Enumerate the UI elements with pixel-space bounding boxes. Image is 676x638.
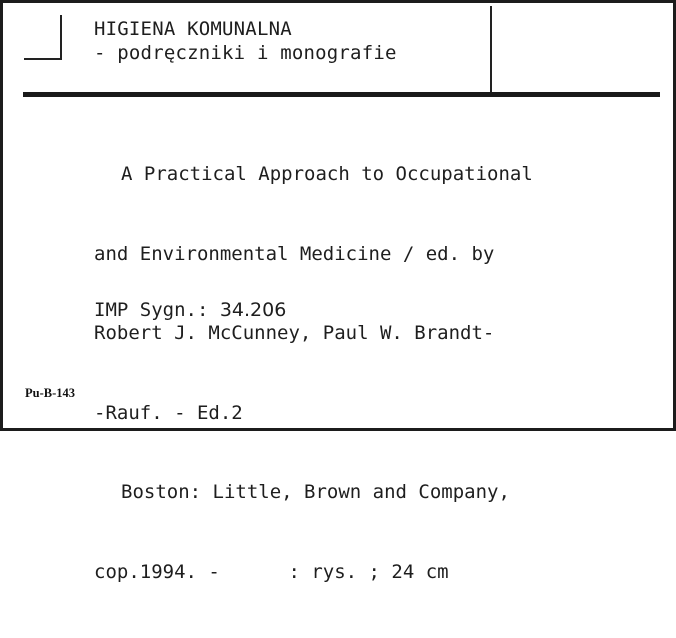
entry-line: and Environmental Medicine / ed. by (94, 242, 495, 265)
entry-line: -Rauf. - Ed.2 (94, 401, 243, 424)
shelf-mark-number: 34.206 (219, 299, 287, 321)
entry-line: Boston: Little, Brown and Company, (121, 481, 510, 503)
subject-title: HIGIENA KOMUNALNA (94, 18, 292, 40)
entry-line: cop.1994. - : rys. ; 24 cm (94, 560, 449, 583)
shelf-mark (94, 298, 286, 322)
corner-bracket-vertical (60, 15, 62, 59)
header-horizontal-rule (23, 92, 660, 97)
corner-bracket-horizontal (24, 58, 62, 60)
header-vertical-rule (490, 6, 492, 93)
library-stamp-code: Pu-B-143 (25, 386, 75, 400)
bibliographic-entry (94, 108, 533, 638)
subject-subtitle: - podręczniki i monografie (94, 42, 397, 64)
entry-line: Robert J. McCunney, Paul W. Brandt- (94, 322, 495, 344)
shelf-mark-label: IMP Sygn.: (94, 299, 209, 321)
subject-heading (94, 17, 397, 65)
entry-line: A Practical Approach to Occupational (121, 163, 533, 185)
